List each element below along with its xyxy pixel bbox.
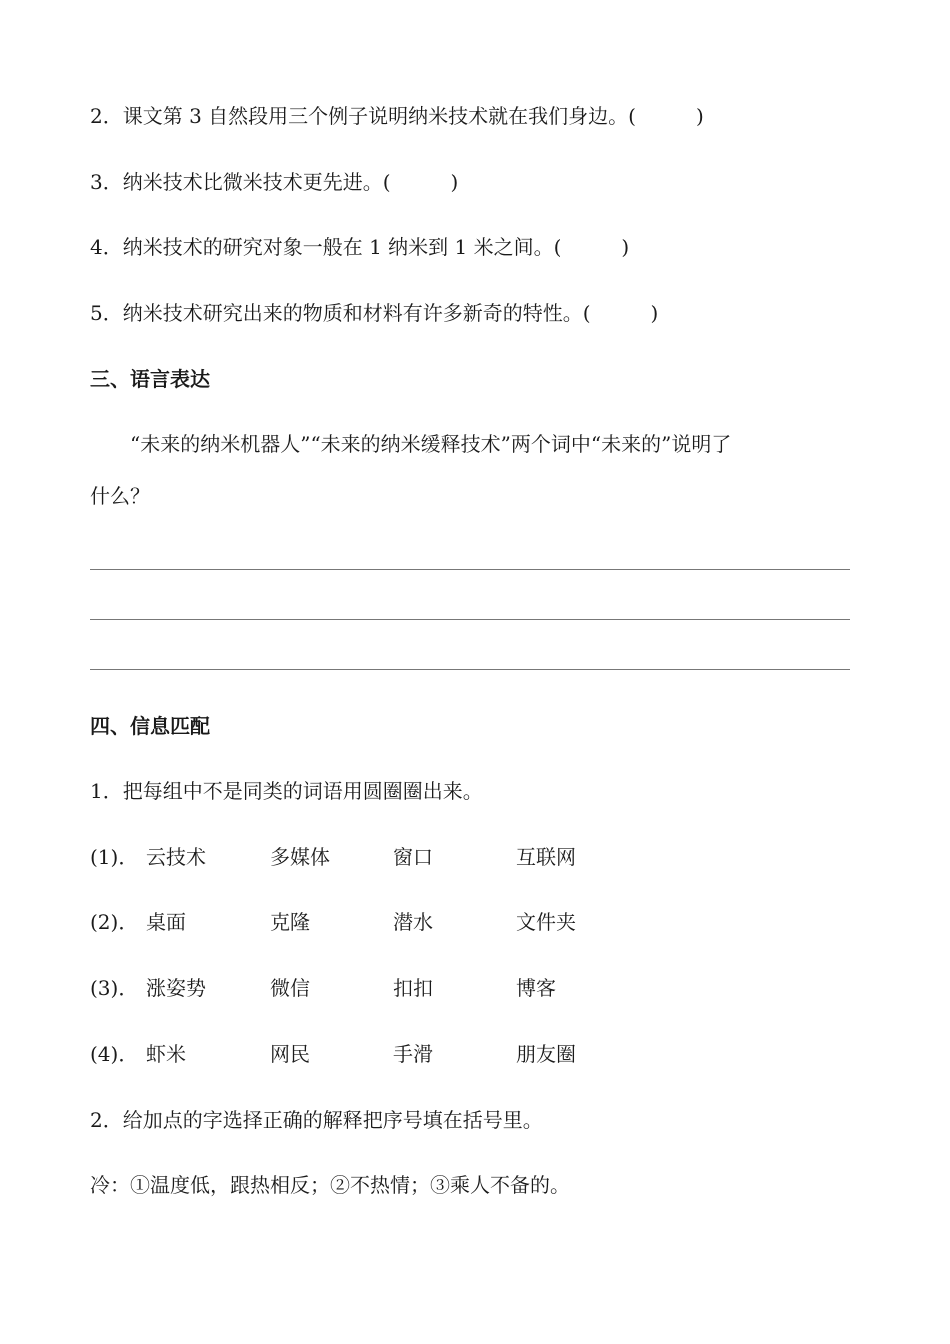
group-word[interactable]: 克隆 <box>270 910 310 934</box>
section-3-title: 三、语言表达 <box>90 367 210 391</box>
group-word[interactable]: 潜水 <box>393 910 433 934</box>
section-4-question-2: 2．给加点的字选择正确的解释把序号填在括号里。 <box>90 1108 543 1132</box>
section-4-definition: 冷：①温度低，跟热相反；②不热情；③乘人不备的。 <box>90 1173 570 1197</box>
group-word[interactable]: 文件夹 <box>516 910 576 934</box>
group-word[interactable]: 微信 <box>270 976 310 1000</box>
group-word[interactable]: 虾米 <box>146 1042 186 1066</box>
group-word[interactable]: 互联网 <box>516 845 576 869</box>
group-word[interactable]: 博客 <box>516 976 556 1000</box>
group-word[interactable]: 桌面 <box>146 910 186 934</box>
group-label: (3)． <box>90 976 139 1000</box>
group-word[interactable]: 手滑 <box>393 1042 433 1066</box>
group-word[interactable]: 涨姿势 <box>146 976 206 1000</box>
group-word[interactable]: 网民 <box>270 1042 310 1066</box>
judgement-item-2: 2．课文第 3 自然段用三个例子说明纳米技术就在我们身边。( ) <box>90 104 704 128</box>
group-label: (2)． <box>90 910 139 934</box>
answer-line-2[interactable] <box>90 619 850 620</box>
answer-line-1[interactable] <box>90 569 850 570</box>
section-4-title: 四、信息匹配 <box>90 714 210 738</box>
group-label: (1)． <box>90 845 139 869</box>
section-3-question-line-2: 什么？ <box>90 484 150 508</box>
section-3-question-line-1: “未来的纳米机器人”“未来的纳米缓释技术”两个词中“未来的”说明了 <box>130 432 732 456</box>
section-4-question-1: 1．把每组中不是同类的词语用圆圈圈出来。 <box>90 779 483 803</box>
group-word[interactable]: 扣扣 <box>393 976 433 1000</box>
judgement-item-3: 3．纳米技术比微米技术更先进。( ) <box>90 170 459 194</box>
group-word[interactable]: 云技术 <box>146 845 206 869</box>
group-word[interactable]: 朋友圈 <box>516 1042 576 1066</box>
group-label: (4)． <box>90 1042 139 1066</box>
judgement-item-5: 5．纳米技术研究出来的物质和材料有许多新奇的特性。( ) <box>90 301 659 325</box>
answer-line-3[interactable] <box>90 669 850 670</box>
group-word[interactable]: 多媒体 <box>270 845 330 869</box>
group-word[interactable]: 窗口 <box>393 845 433 869</box>
judgement-item-4: 4．纳米技术的研究对象一般在 1 纳米到 1 米之间。( ) <box>90 235 630 259</box>
